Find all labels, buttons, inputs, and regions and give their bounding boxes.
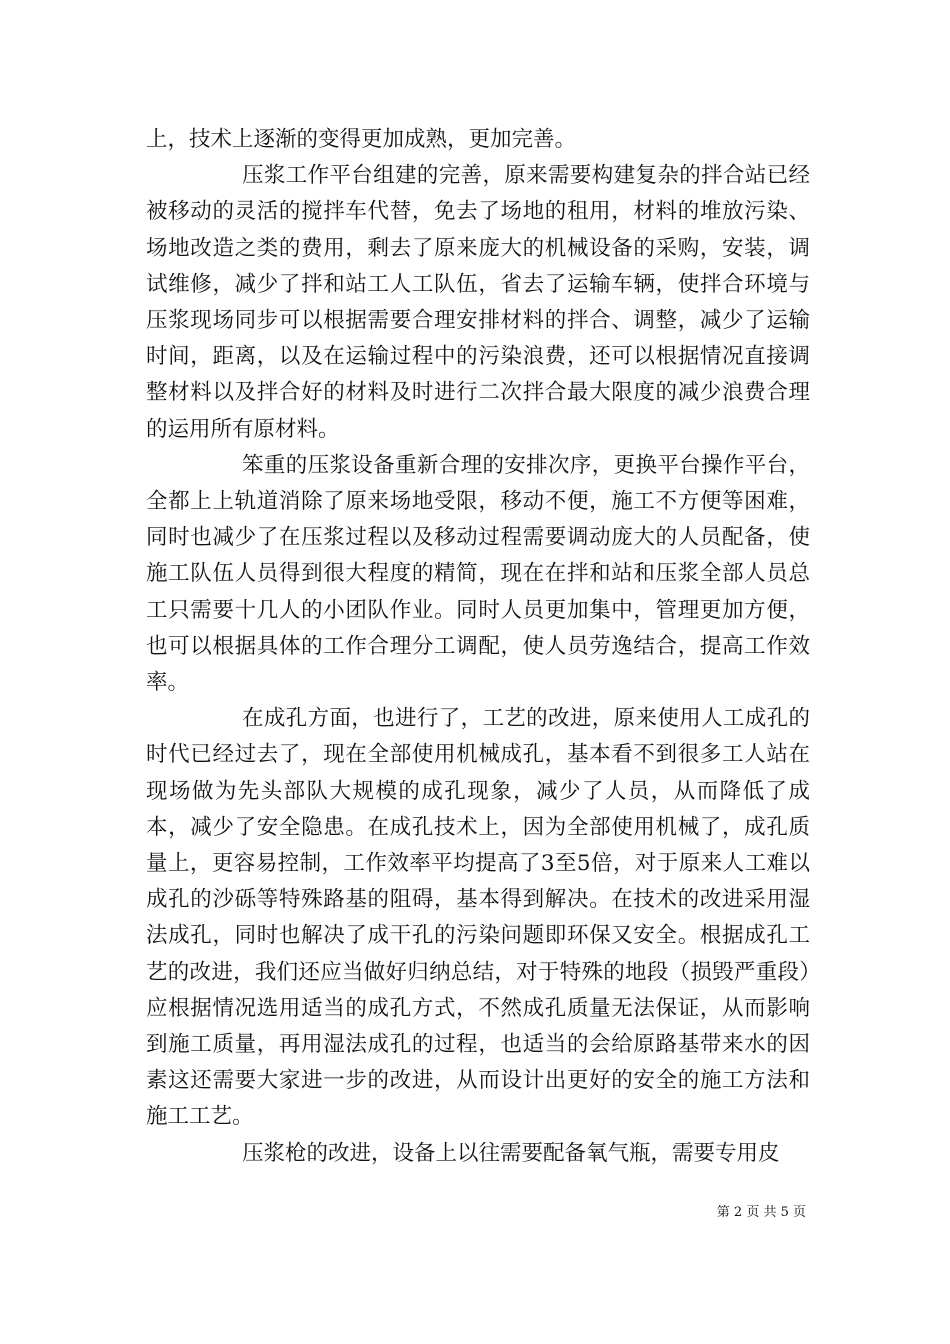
body-text [146, 122, 810, 1172]
paragraph-grouting-gun: 压浆枪的改进，设备上以往需要配备氧气瓶，需要专用皮 [242, 1140, 780, 1166]
paragraph-grouting-platform: 压浆工作平台组建的完善，原来需要构建复杂的拌合站已经被移动的灵活的搅拌车代替，免去了场地的租用，材料的堆放污染、场地改造之类的费用，剩去了原来庞大的机械设备的采购，安装，调试维修，减少了拌和站工人工队伍，省去了运输车辆，使拌合环境与压浆现场同步可以根据需要合理安排材料的拌合、调整，减少了运输时间，距离，以及在运输过程中的污染浪费，还可以根据情况直接调整材料以及拌合好的材料及时进行二次拌合最大限度的减少浪费合理的运用所有原材料。 [146, 163, 810, 442]
paragraph-hole-forming: 在成孔方面，也进行了，工艺的改进，原来使用人工成孔的时代已经过去了，现在全部使用机械成孔，基本看不到很多工人站在现场做为先头部队大规模的成孔现象，减少了人员，从而降低了成本，减少了安全隐患。在成孔技术上，因为全部使用机械了，成孔质量上，更容易控制，工作效率平均提高了3至5倍，对于原来人工难以成孔的沙砾等特殊路基的阻碍，基本得到解决。在技术的改进采用湿法成孔，同时也解决了成干孔的污染问题即环保又安全。根据成孔工艺的改进，我们还应当做好归纳总结，对于特殊的地段（损毁严重段）应根据情况选用适当的成孔方式，不然成孔质量无法保证，从而影响到施工质量，再用湿法成孔的过程，也适当的会给原路基带来水的因素这还需要大家进一步的改进，从而设计出更好的安全的施工方法和施工工艺。 [146, 706, 810, 1130]
paragraph-equipment-arrangement: 笨重的压浆设备重新合理的安排次序，更换平台操作平台，全都上上轨道消除了原来场地受限，移动不便，施工不方便等困难，同时也减少了在压浆过程以及移动过程需要调动庞大的人员配备，使施工队伍人员得到很大程度的精简，现在在拌和站和压浆全部人员总工只需要十几人的小团队作业。同时人员更加集中，管理更加方便，也可以根据具体的工作合理分工调配，使人员劳逸结合，提高工作效率。 [146, 452, 810, 696]
page-number: 第 2 页 共 5 页 [716, 1205, 806, 1220]
paragraph-continuation: 上，技术上逐渐的变得更加成熟，更加完善。 [146, 127, 577, 152]
